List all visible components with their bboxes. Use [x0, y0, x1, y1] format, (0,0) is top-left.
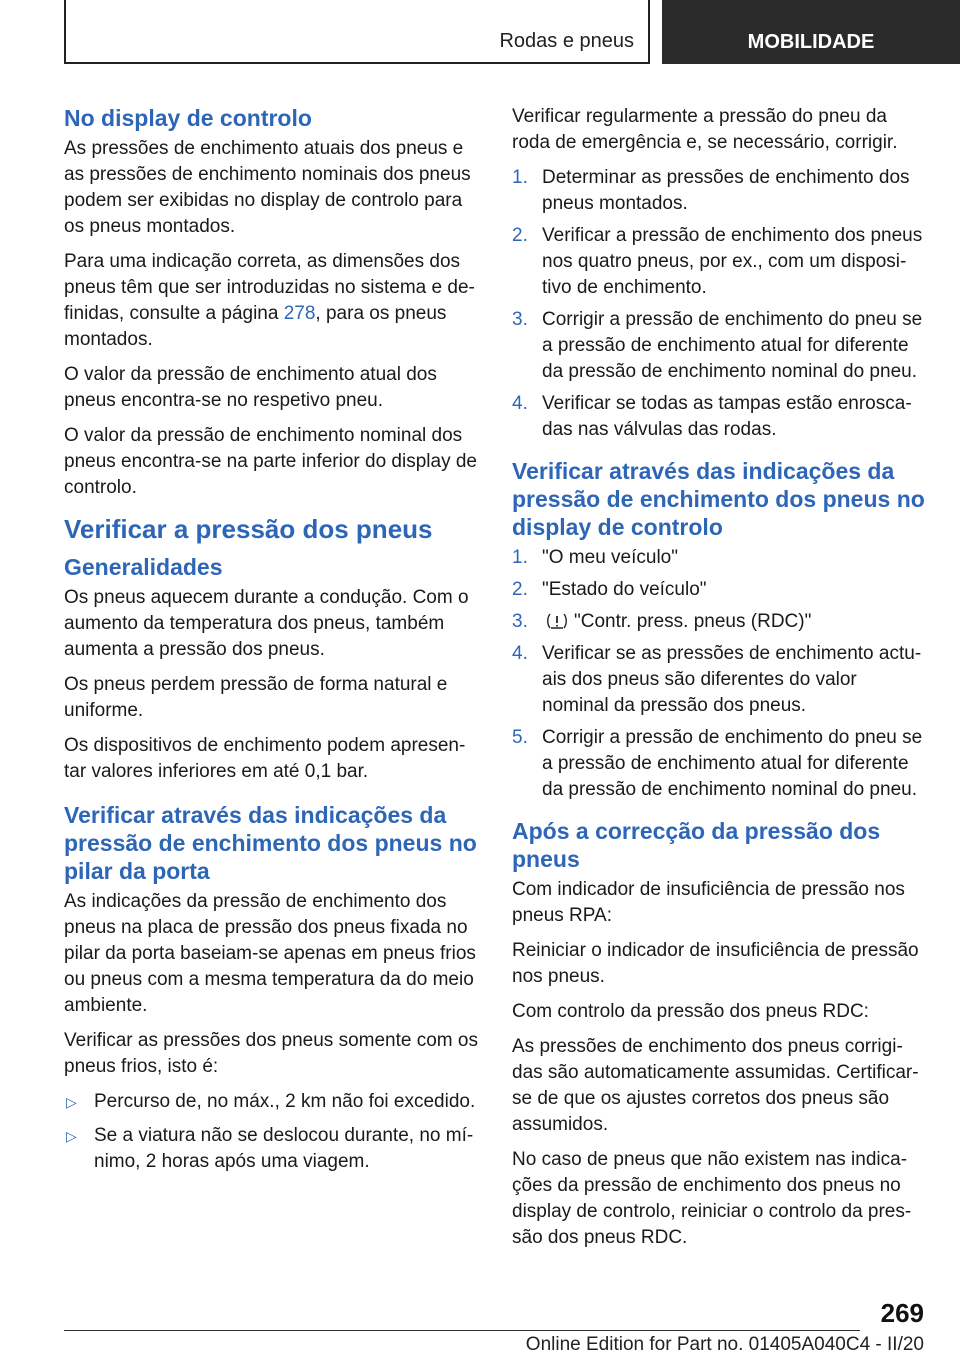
paragraph: Com indicador de insuficiência de pressão nos pneus RPA:	[512, 879, 905, 926]
list-item: 1. "O meu veículo"	[512, 547, 678, 568]
header-box	[64, 0, 650, 64]
list-item: 1. Determinar as pressões de enchimento dos pneus montados.	[512, 167, 910, 214]
paragraph: As indicações da pressão de enchimento dos pneus na placa de pressão dos pneus fixada no pilar da porta baseiam-se apenas em pneus frios ou pneus com a mesma temperatura da do meio ambiente.	[64, 891, 476, 1016]
section-title: Rodas e pneus	[499, 30, 634, 52]
page-number: 269	[880, 1298, 924, 1328]
left-column	[64, 104, 478, 1183]
paragraph: Reiniciar o indicador de insuficiência de pressão nos pneus.	[512, 940, 919, 987]
paragraph: O valor da pressão de enchimento nominal dos pneus encontra-se na parte inferior do display de controlo.	[64, 425, 477, 498]
paragraph: Os dispositivos de enchimento podem apresentar valores inferiores em até 0,1 bar.	[64, 735, 466, 782]
paragraph: As pressões de enchimento atuais dos pneus e as pressões de enchimento nominais dos pneus podem ser exibidas no display de controlo para os pneus montados.	[64, 138, 471, 237]
footer-divider	[64, 1330, 860, 1331]
list-item: 2. "Estado do veículo"	[512, 579, 707, 600]
list-item: 2. Verificar a pressão de enchimento dos pneus nos quatro pneus, por ex., com um dispositivo de enchimento.	[512, 225, 923, 298]
heading-check-pressure: Verificar a pressão dos pneus	[64, 514, 433, 544]
chapter-tab: MOBILIDADE	[662, 0, 960, 64]
bullet-list	[64, 1089, 478, 1175]
list-item: 3. "Contr. press. pneus (RDC)"	[512, 611, 812, 632]
heading-display: No display de controlo	[64, 105, 312, 131]
triangle-bullet-icon: ▷	[66, 1128, 77, 1144]
paragraph: No caso de pneus que não existem nas indicações da pressão de enchimento dos pneus no display de controlo, reiniciar o controlo da pressão dos pneus RDC.	[512, 1149, 912, 1248]
steps-list-display	[512, 545, 926, 803]
list-item: 4. Verificar se todas as tampas estão enroscadas nas válvulas das rodas.	[512, 393, 912, 440]
heading-general: Generalidades	[64, 554, 223, 580]
list-item: ▷ Se a viatura não se deslocou durante, no mínimo, 2 horas após uma viagem.	[66, 1125, 474, 1172]
page-link[interactable]: 278	[283, 303, 316, 324]
paragraph: Com controlo da pressão dos pneus RDC:	[512, 1001, 869, 1022]
footer-edition: Online Edition for Part no. 01405A040C4 - II/20	[525, 1334, 924, 1355]
right-column	[512, 104, 926, 1260]
paragraph: Verificar as pressões dos pneus somente com os pneus frios, isto é:	[64, 1030, 478, 1077]
paragraph: Verificar regularmente a pressão do pneu da roda de emergência e, se necessário, corrigir.	[512, 106, 898, 153]
triangle-bullet-icon: ▷	[66, 1094, 77, 1110]
paragraph: Os pneus aquecem durante a condução. Com o aumento da temperatura dos pneus, também aumenta a pressão dos pneus.	[64, 587, 469, 660]
heading-display-check: Verificar através das indicações da pressão de enchimento dos pneus no display de controlo	[512, 458, 925, 540]
heading-after-correction: Após a correcção da pressão dos pneus	[512, 818, 881, 872]
paragraph: O valor da pressão de enchimento atual dos pneus encontra-se no respetivo pneu.	[64, 364, 437, 411]
paragraph: As pressões de enchimento dos pneus corrigidas são automaticamente assumidas. Certificar-se de que os ajustes corretos dos pneus são assumidos.	[512, 1036, 919, 1135]
tire-pressure-warning-icon	[546, 612, 568, 630]
heading-door-pillar: Verificar através das indicações da pressão de enchimento dos pneus no pilar da porta	[64, 802, 477, 884]
list-item: ▷ Percurso de, no máx., 2 km não foi excedido.	[64, 1089, 478, 1115]
paragraph: Para uma indicação correta, as dimensões dos pneus têm que ser introduzidas no sistema e definidas, consulte a página 278, para os pneus montados.	[64, 251, 475, 350]
list-item: 5. Corrigir a pressão de enchimento do pneu se a pressão de enchimento atual for diferente da pressão de enchimento nominal do pneu.	[512, 727, 923, 800]
list-item: 3. Corrigir a pressão de enchimento do pneu se a pressão de enchimento atual for diferente da pressão de enchimento nominal do pneu.	[512, 309, 923, 382]
steps-list-manual	[512, 165, 926, 443]
list-item: 4. Verificar se as pressões de enchimento actuais dos pneus são diferentes do valor nominal da pressão dos pneus.	[512, 643, 922, 716]
paragraph: Os pneus perdem pressão de forma natural e uniforme.	[64, 674, 448, 721]
